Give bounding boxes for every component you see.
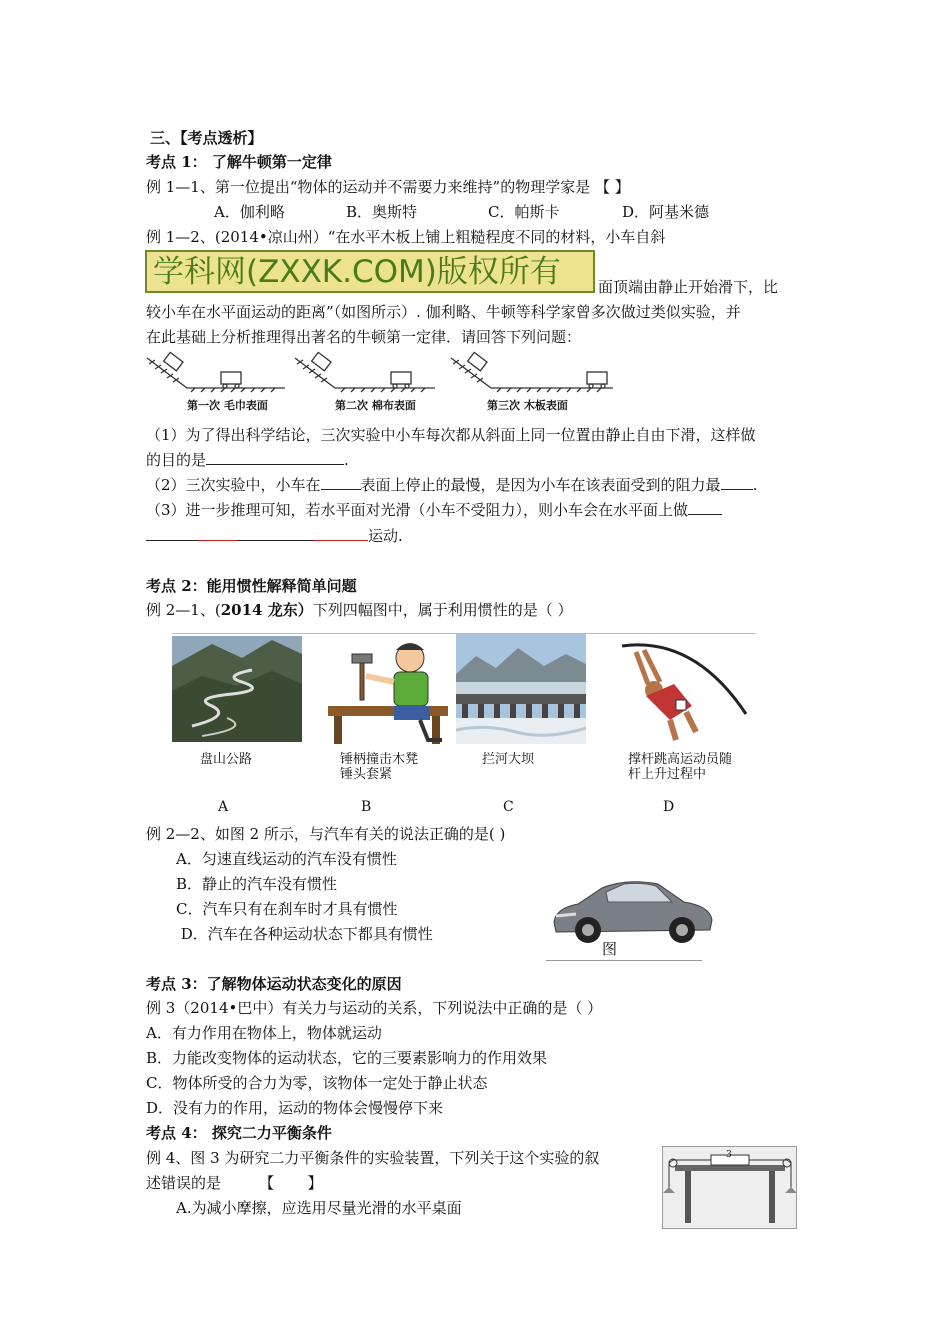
balance-apparatus-figure (662, 1146, 797, 1229)
ex1-2-line1: 例 1—2、(2014•凉山州）“在水平木板上铺上粗糙程度不同的材料，小车自斜 (146, 228, 666, 246)
section-title: 三、【考点透析】 (150, 129, 263, 147)
ex1-2-line4: 在此基础上分析推理得出著名的牛顿第一定律．请回答下列问题： (146, 328, 582, 346)
car-image (546, 870, 718, 962)
q1-line1: （1）为了得出科学结论，三次实验中小车每次都从斜面上同一位置由静止自由下滑，这样做 (146, 426, 756, 444)
q3-blank-e[interactable] (314, 526, 368, 541)
q3-blank-c[interactable] (198, 526, 238, 541)
ex1-2-line3: 较小车在水平面运动的距离”（如图所示）. 伽利略、牛顿等科学家曾多次做过类似实验，并 (146, 303, 741, 321)
q3-blank-d[interactable] (238, 526, 314, 541)
ex1-1-option-c: C．帕斯卡 (488, 203, 560, 221)
q3-prefix: （3）进一步推理可知，若水平面对光滑（小车不受阻力），则小车会在水平面上做 (146, 501, 689, 519)
q1-blank[interactable] (206, 450, 344, 465)
dam-image (456, 634, 586, 744)
q3-blank-b[interactable] (146, 526, 198, 541)
ex3-question: 例 3（2014•巴中）有关力与运动的关系，下列说法中正确的是（ ） (146, 999, 603, 1017)
q2-blank-2[interactable] (721, 475, 753, 490)
figure3-label: 3 (726, 1150, 732, 1160)
caption-b: 锤柄撞击木凳 锤头套紧 (340, 752, 419, 782)
ex3-option-c: C．物体所受的合力为零，该物体一定处于静止状态 (146, 1074, 488, 1092)
q2-prefix: （2）三次实验中，小车在 (146, 476, 321, 494)
ex3-option-a: A．有力作用在物体上，物体就运动 (146, 1024, 382, 1042)
ex4-line1: 例 4、图 3 为研究二力平衡条件的实验装置，下列关于这个实验的叙 (146, 1149, 600, 1167)
q2-line (146, 475, 757, 495)
q2-mid: 表面上停止的最慢，是因为小车在该表面受到的阻力最 (360, 476, 721, 494)
ex2-1-source: 2014 龙东） (220, 601, 313, 619)
ex4-line2: 述错误的是 【 】 (146, 1174, 323, 1192)
letter-b: B (361, 799, 372, 815)
ex2-2-option-a: A．匀速直线运动的汽车没有惯性 (176, 850, 397, 868)
q3-line1 (146, 500, 722, 520)
hammer-bench-image (324, 636, 452, 748)
ex1-1-option-a: A．伽利略 (214, 203, 285, 221)
caption-a: 盘山公路 (200, 752, 253, 767)
q1-prefix: 的目的是 (146, 451, 207, 469)
ex2-2-option-b: B．静止的汽车没有惯性 (176, 875, 338, 893)
caption-d: 撑杆跳高运动员随 杆上升过程中 (628, 752, 733, 782)
ex3-option-b: B．力能改变物体的运动状态，它的三要素影响力的作用效果 (146, 1049, 548, 1067)
figure-label-2: 第二次 棉布表面 (335, 399, 416, 412)
q1-line2 (146, 450, 349, 470)
q2-end: . (752, 476, 758, 494)
ex2-2-option-c: C．汽车只有在刹车时才具有惯性 (176, 900, 398, 918)
letter-a: A (218, 799, 229, 815)
watermark-banner (145, 250, 595, 293)
ex2-1-question (146, 600, 572, 620)
ex1-2-line2: 面顶端由静止开始滑下，比 (598, 278, 779, 296)
letter-c: C (503, 799, 514, 815)
caption-c: 拦河大坝 (482, 752, 535, 767)
ex2-2-question: 例 2—2、如图 2 所示，与汽车有关的说法正确的是( ) (146, 825, 506, 843)
ramp-experiment-figure (145, 350, 615, 418)
q1-end: . (344, 451, 349, 469)
ex2-2-option-d: D．汽车在各种运动状态下都具有惯性 (176, 925, 433, 943)
q3-line2 (146, 526, 403, 546)
figure-label-1: 第一次 毛巾表面 (187, 399, 268, 412)
q3-end: 运动. (368, 527, 403, 545)
mountain-road-image (172, 636, 302, 742)
q2-blank-1[interactable] (321, 475, 361, 490)
watermark-text: 学科网(ZXXK.COM)版权所有 (153, 254, 561, 290)
ex2-1-post: 下列四幅图中，属于利用惯性的是（ ） (312, 601, 573, 619)
ex1-1-question: 例 1—1、第一位提出“物体的运动并不需要力来维持”的物理学家是 【 】 (146, 178, 630, 196)
ex3-option-d: D．没有力的作用，运动的物体会慢慢停下来 (146, 1099, 444, 1117)
car-figure-caption: 图 (602, 940, 618, 958)
kp1-title: 考点 1： 了解牛顿第一定律 (146, 153, 332, 171)
ex1-1-option-b: B．奥斯特 (346, 203, 418, 221)
ex4-option-a: A.为减小摩擦，应选用尽量光滑的水平桌面 (176, 1199, 462, 1217)
figure-label-3: 第三次 木板表面 (487, 399, 568, 412)
kp2-title: 考点 2：能用惯性解释简单问题 (146, 577, 357, 595)
kp4-title: 考点 4： 探究二力平衡条件 (146, 1124, 332, 1142)
q3-blank-a[interactable] (688, 500, 722, 515)
ex2-1-pre: 例 2—1、( (146, 601, 221, 619)
letter-d: D (663, 799, 675, 815)
kp3-title: 考点 3：了解物体运动状态变化的原因 (146, 975, 402, 993)
ex1-1-option-d: D．阿基米德 (622, 203, 710, 221)
pole-vault-image (614, 636, 754, 746)
car-figure-rule (546, 960, 702, 961)
